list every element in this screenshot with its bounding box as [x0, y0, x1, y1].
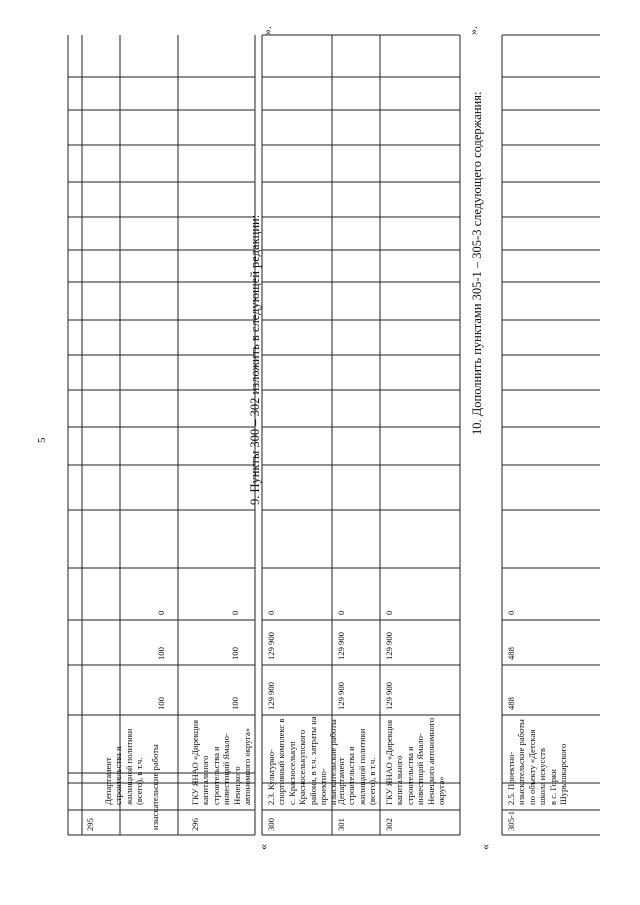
table-row-300-v2: 129 900	[266, 632, 276, 660]
table-row-302-v2: 129 900	[384, 632, 394, 660]
table-row-296-no: 296	[190, 818, 200, 831]
table-row-296-name: ГКУ ЯНАО «Дирекция капитального строительства и инвестиций Ямало- Ненецкого автономного округа»	[190, 719, 253, 805]
table-row-300-v1: 129 900	[266, 682, 276, 710]
table-row-300-name: 2.3. Культурно- спортивный комплекс в с. Красноселькуп Красноселькупского района, в т.ч. затраты на проектно- изыскательские работы	[266, 716, 339, 805]
table-row-295-v2: 100	[156, 647, 166, 660]
table-row-295-v3: 0	[156, 610, 166, 615]
table-row-302-name: ГКУ ЯНАО «Дирекция капитального строительства и инвестиций Ямало- Ненецкого автономного округа»	[384, 717, 447, 805]
section-10-open-quote: «	[478, 844, 492, 850]
table-row-305-1-no: 305-1	[506, 810, 516, 831]
table-row-302-v1: 129 900	[384, 682, 394, 710]
table-row-305-1-v1: 488	[506, 697, 516, 710]
table-row-305-1-v3: 0	[506, 610, 516, 615]
section-9-caption: 9. Пункты 300 – 302 изложить в следующей редакции:	[248, 214, 262, 505]
section-9-open-quote: «	[256, 844, 270, 850]
table-row-295-v1: 100	[156, 697, 166, 710]
table-row-301-v1: 129 900	[336, 682, 346, 710]
table-row-295-no: 295	[85, 818, 95, 831]
section-10-caption: 10. Дополнить пунктами 305-1 – 305-3 следующего содержания:	[470, 91, 484, 435]
table-row-296-v1: 100	[230, 697, 240, 710]
table-row-296-v2: 100	[230, 647, 240, 660]
table-continuation-close-quote: ».	[260, 26, 274, 35]
table-row-300-no: 300	[266, 818, 276, 831]
table-row-301-no: 301	[336, 818, 346, 831]
table-row-305-1-v2: 488	[506, 647, 516, 660]
table-row-302-no: 302	[384, 818, 394, 831]
table-row-296-v3: 0	[230, 610, 240, 615]
table-row-302-v3: 0	[384, 610, 394, 615]
table-row-305-1-name: 2.5. Проектно- изыскательские работы по объекту «Детская школа искусств в с. Горки Шурышкарского	[506, 719, 569, 805]
table-row-301-v3: 0	[336, 610, 346, 615]
section-9-close-quote: ».	[466, 26, 480, 35]
page-number: 5	[36, 437, 48, 443]
table-row-300-v3: 0	[266, 610, 276, 615]
table-row-301-v2: 129 900	[336, 632, 346, 660]
table-row-301-name: Департамент строительства и жилищной политики (всего), в т.ч.	[336, 728, 378, 805]
table-row-295-name: Департамент строительства и жилищной политики (всего), в т.ч.	[103, 728, 145, 805]
header-fragment: изыскательские работы	[150, 744, 160, 830]
